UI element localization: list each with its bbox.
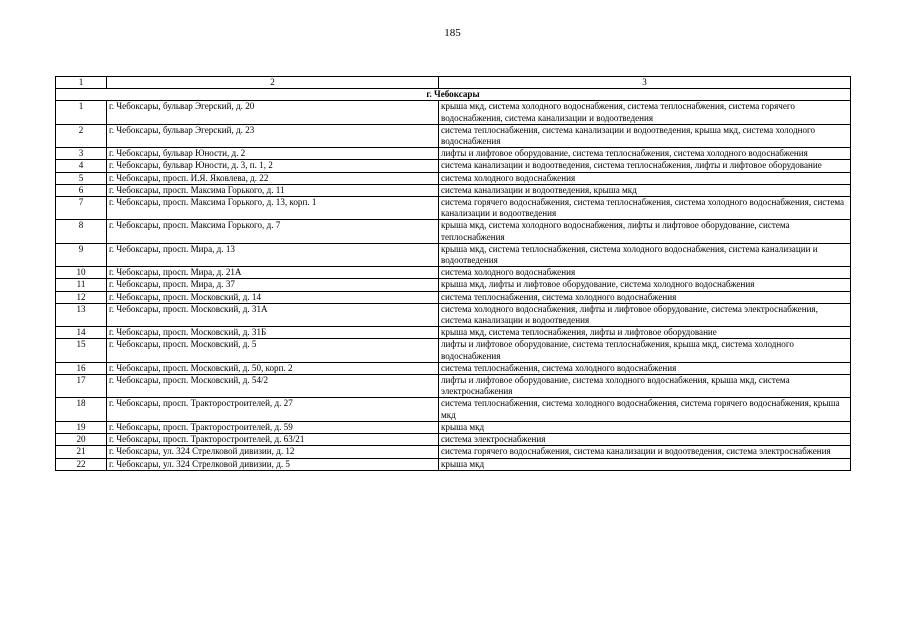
- table-row: [56, 267, 851, 279]
- table-row: [56, 101, 851, 124]
- row-number: 21: [56, 446, 107, 458]
- table-row: [56, 279, 851, 291]
- table-row: [56, 291, 851, 303]
- row-number: 18: [56, 398, 107, 421]
- table-row: [56, 421, 851, 433]
- row-address: г. Чебоксары, просп. Мира, д. 21А: [107, 267, 439, 279]
- row-address: г. Чебоксары, ул. 324 Стрелковой дивизии, д. 5: [107, 458, 439, 470]
- row-number: 2: [56, 124, 107, 147]
- table-row: [56, 124, 851, 147]
- row-address: г. Чебоксары, бульвар Эгерский, д. 23: [107, 124, 439, 147]
- row-systems: система холодного водоснабжения: [439, 267, 851, 279]
- row-address: г. Чебоксары, ул. 324 Стрелковой дивизии, д. 12: [107, 446, 439, 458]
- table-row: [56, 375, 851, 398]
- row-address: г. Чебоксары, просп. И.Я. Яковлева, д. 22: [107, 172, 439, 184]
- row-number: 19: [56, 421, 107, 433]
- city-section-row: [56, 89, 851, 101]
- row-number: 7: [56, 197, 107, 220]
- column-number-1: 1: [56, 77, 107, 89]
- row-systems: система холодного водоснабжения: [439, 172, 851, 184]
- column-number-3: 3: [439, 77, 851, 89]
- table-row: [56, 197, 851, 220]
- row-systems: система электроснабжения: [439, 434, 851, 446]
- row-number: 1: [56, 101, 107, 124]
- row-number: 5: [56, 172, 107, 184]
- row-address: г. Чебоксары, просп. Мира, д. 13: [107, 243, 439, 266]
- row-number: 15: [56, 339, 107, 362]
- row-systems: крыша мкд, система теплоснабжения, лифты и лифтовое оборудование: [439, 327, 851, 339]
- table-row: [56, 184, 851, 196]
- row-address: г. Чебоксары, просп. Московский, д. 31А: [107, 303, 439, 326]
- row-address: г. Чебоксары, просп. Московский, д. 14: [107, 291, 439, 303]
- row-systems: крыша мкд: [439, 421, 851, 433]
- row-address: г. Чебоксары, просп. Тракторостроителей, д. 59: [107, 421, 439, 433]
- row-number: 13: [56, 303, 107, 326]
- row-systems: система теплоснабжения, система холодного водоснабжения: [439, 291, 851, 303]
- row-address: г. Чебоксары, просп. Максима Горького, д. 11: [107, 184, 439, 196]
- row-address: г. Чебоксары, просп. Московский, д. 31Б: [107, 327, 439, 339]
- row-address: г. Чебоксары, просп. Максима Горького, д. 7: [107, 220, 439, 243]
- row-number: 22: [56, 458, 107, 470]
- row-number: 11: [56, 279, 107, 291]
- row-address: г. Чебоксары, просп. Тракторостроителей, д. 27: [107, 398, 439, 421]
- row-address: г. Чебоксары, просп. Московский, д. 50, корп. 2: [107, 362, 439, 374]
- row-number: 3: [56, 148, 107, 160]
- row-systems: система теплоснабжения, система канализации и водоотведения, крыша мкд, система холодного водоснабжения: [439, 124, 851, 147]
- row-number: 4: [56, 160, 107, 172]
- table-row: [56, 148, 851, 160]
- row-systems: крыша мкд, лифты и лифтовое оборудование, система холодного водоснабжения: [439, 279, 851, 291]
- row-address: г. Чебоксары, просп. Мира, д. 37: [107, 279, 439, 291]
- row-address: г. Чебоксары, просп. Московский, д. 5: [107, 339, 439, 362]
- row-systems: система канализации и водоотведения, крыша мкд: [439, 184, 851, 196]
- row-systems: система горячего водоснабжения, система канализации и водоотведения, система электроснабжения: [439, 446, 851, 458]
- row-number: 12: [56, 291, 107, 303]
- row-systems: система канализации и водоотведения, система теплоснабжения, лифты и лифтовое оборудование: [439, 160, 851, 172]
- row-number: 14: [56, 327, 107, 339]
- row-address: г. Чебоксары, просп. Тракторостроителей, д. 63/21: [107, 434, 439, 446]
- table-body: [56, 77, 851, 471]
- row-number: 20: [56, 434, 107, 446]
- row-address: г. Чебоксары, просп. Максима Горького, д. 13, корп. 1: [107, 197, 439, 220]
- table-row: [56, 327, 851, 339]
- row-systems: крыша мкд: [439, 458, 851, 470]
- row-systems: крыша мкд, система теплоснабжения, система холодного водоснабжения, система канализации и водоотведения: [439, 243, 851, 266]
- row-systems: лифты и лифтовое оборудование, система теплоснабжения, крыша мкд, система холодного водоснабжения: [439, 339, 851, 362]
- row-number: 6: [56, 184, 107, 196]
- city-heading: г. Чебоксары: [56, 89, 851, 101]
- row-systems: крыша мкд, система холодного водоснабжения, лифты и лифтовое оборудование, система теплоснабжения: [439, 220, 851, 243]
- row-address: г. Чебоксары, бульвар Юности, д. 3, п. 1, 2: [107, 160, 439, 172]
- table-row: [56, 339, 851, 362]
- table-row: [56, 446, 851, 458]
- page-number: 185: [444, 27, 461, 39]
- row-number: 17: [56, 375, 107, 398]
- row-systems: крыша мкд, система холодного водоснабжения, система теплоснабжения, система горячего водоснабжения, система канализации и водоотведения: [439, 101, 851, 124]
- row-number: 9: [56, 243, 107, 266]
- table-row: [56, 172, 851, 184]
- row-systems: система горячего водоснабжения, система теплоснабжения, система холодного водоснабжения, система канализации и водоотведения: [439, 197, 851, 220]
- row-number: 16: [56, 362, 107, 374]
- row-systems: система теплоснабжения, система холодного водоснабжения, система горячего водоснабжения, крыша мкд: [439, 398, 851, 421]
- row-systems: лифты и лифтовое оборудование, система холодного водоснабжения, крыша мкд, система электроснабжения: [439, 375, 851, 398]
- row-systems: система холодного водоснабжения, лифты и лифтовое оборудование, система электроснабжения, система канализации и водоотведения: [439, 303, 851, 326]
- row-address: г. Чебоксары, бульвар Юности, д. 2: [107, 148, 439, 160]
- table-row: [56, 303, 851, 326]
- table-row: [56, 398, 851, 421]
- row-address: г. Чебоксары, просп. Московский, д. 54/2: [107, 375, 439, 398]
- row-number: 10: [56, 267, 107, 279]
- table-row: [56, 220, 851, 243]
- buildings-table: [55, 76, 851, 471]
- table-row: [56, 362, 851, 374]
- table-row: [56, 243, 851, 266]
- row-number: 8: [56, 220, 107, 243]
- column-number-2: 2: [107, 77, 439, 89]
- row-address: г. Чебоксары, бульвар Эгерский, д. 20: [107, 101, 439, 124]
- row-systems: лифты и лифтовое оборудование, система теплоснабжения, система холодного водоснабжения: [439, 148, 851, 160]
- table-row: [56, 434, 851, 446]
- table-row: [56, 458, 851, 470]
- column-number-row: [56, 77, 851, 89]
- row-systems: система теплоснабжения, система холодного водоснабжения: [439, 362, 851, 374]
- table-row: [56, 160, 851, 172]
